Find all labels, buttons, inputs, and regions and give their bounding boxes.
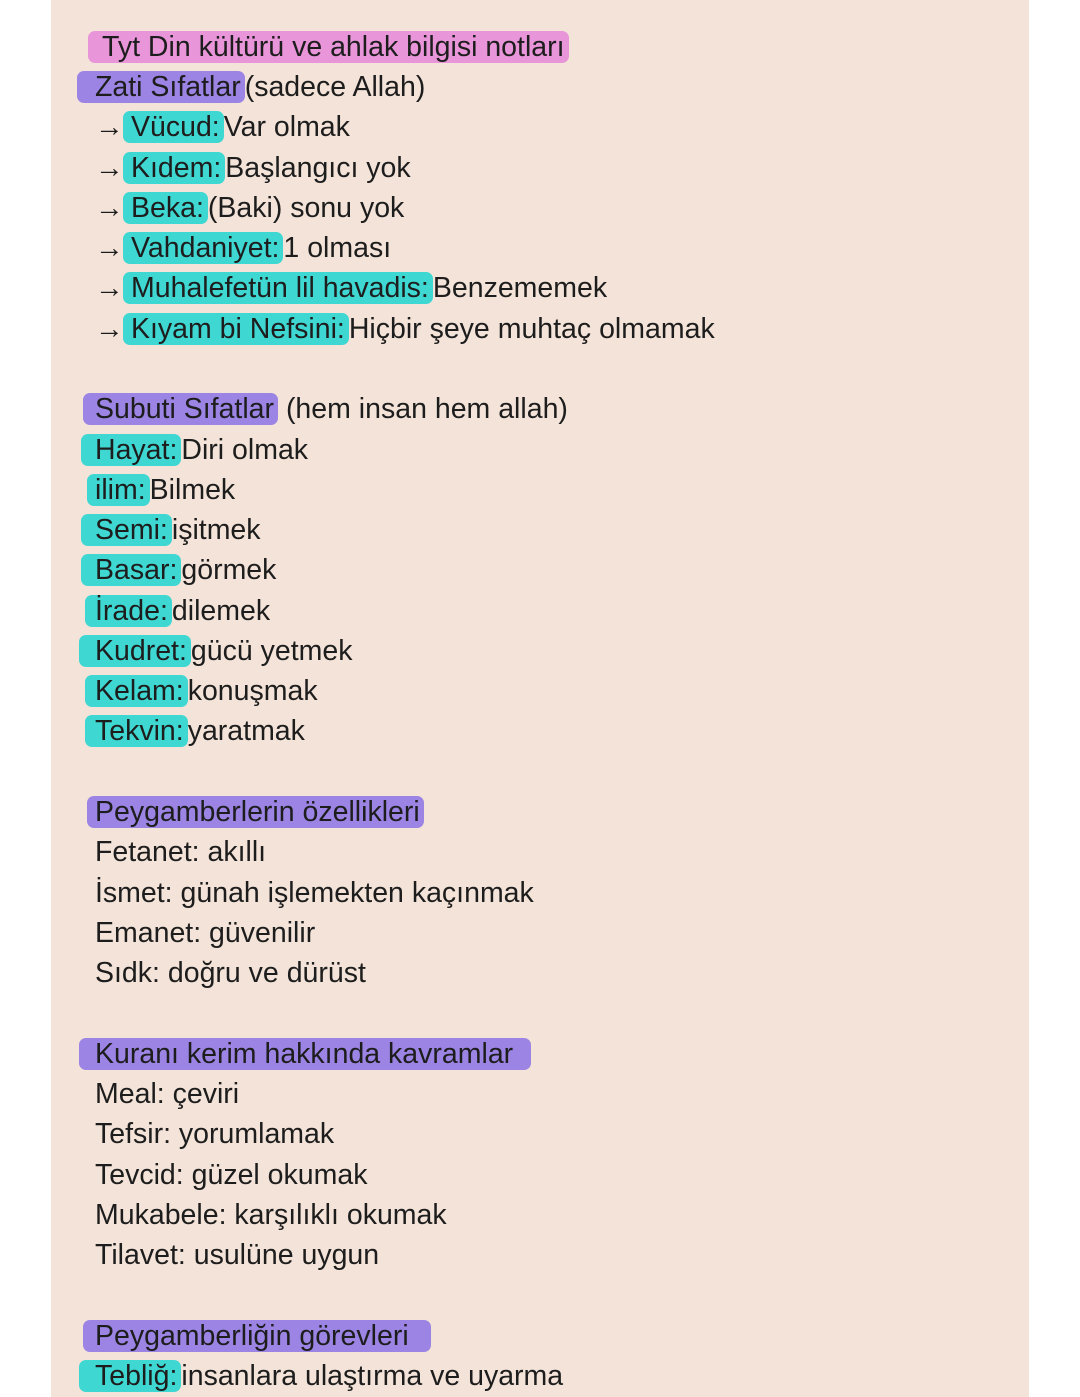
subuti-term: İrade: bbox=[85, 595, 172, 627]
zati-item bbox=[95, 107, 350, 147]
subuti-desc: yaratmak bbox=[187, 715, 305, 747]
title-highlight: Tyt Din kültürü ve ahlak bilgisi notları bbox=[88, 31, 569, 63]
arrow-icon: → bbox=[95, 192, 124, 224]
subuti-desc: gücü yetmek bbox=[190, 635, 353, 667]
zati-term: Kıdem: bbox=[123, 152, 225, 184]
peygamber-heading-line bbox=[95, 792, 424, 832]
gorev-term: Tebliğ: bbox=[79, 1360, 181, 1392]
gorev-desc: insanlara ulaştırma ve uyarma bbox=[181, 1360, 564, 1392]
peygamber-item: Emanet: güvenilir bbox=[95, 917, 316, 949]
zati-desc: 1 olması bbox=[283, 232, 392, 264]
subuti-term: Kelam: bbox=[85, 675, 188, 707]
subuti-desc: dilemek bbox=[171, 595, 271, 627]
peygamber-item: Sıdk: doğru ve dürüst bbox=[95, 957, 366, 989]
arrow-icon: → bbox=[95, 152, 124, 184]
zati-desc: (Baki) sonu yok bbox=[207, 192, 405, 224]
arrow-icon: → bbox=[95, 313, 124, 345]
zati-term: Vahdaniyet: bbox=[123, 232, 283, 264]
subuti-desc: görmek bbox=[181, 554, 277, 586]
kuran-heading-line bbox=[95, 1034, 531, 1074]
subuti-item bbox=[95, 591, 270, 631]
arrow-icon: → bbox=[95, 232, 124, 264]
kuran-item: Tilavet: usulüne uygun bbox=[95, 1239, 380, 1271]
zati-desc: Benzememek bbox=[432, 272, 608, 304]
zati-item bbox=[95, 309, 715, 349]
zati-desc: Hiçbir şeye muhtaç olmamak bbox=[348, 313, 715, 345]
zati-term: Kıyam bi Nefsini: bbox=[123, 313, 349, 345]
subuti-item bbox=[95, 671, 318, 711]
subuti-item bbox=[95, 550, 276, 590]
page-title bbox=[102, 27, 569, 67]
zati-item bbox=[95, 228, 391, 268]
subuti-item bbox=[95, 430, 308, 470]
arrow-icon: → bbox=[95, 272, 124, 304]
peygamber-item: Fetanet: akıllı bbox=[95, 836, 267, 868]
subuti-term: Semi: bbox=[81, 514, 172, 546]
subuti-desc: konuşmak bbox=[187, 675, 318, 707]
subuti-note: (hem insan hem allah) bbox=[285, 393, 568, 425]
zati-term: Vücud: bbox=[123, 111, 224, 143]
peygamber-heading: Peygamberlerin özellikleri bbox=[87, 796, 424, 828]
subuti-term: Basar: bbox=[81, 554, 181, 586]
gorev-item bbox=[95, 1356, 563, 1396]
kuran-item: Tevcid: güzel okumak bbox=[95, 1159, 368, 1191]
subuti-term: ilim: bbox=[87, 474, 150, 506]
subuti-heading-line bbox=[95, 389, 568, 429]
kuran-item: Tefsir: yorumlamak bbox=[95, 1118, 335, 1150]
gorev-heading-line bbox=[95, 1316, 431, 1356]
kuran-item: Mukabele: karşılıklı okumak bbox=[95, 1199, 447, 1231]
subuti-desc: Bilmek bbox=[149, 474, 236, 506]
subuti-term: Kudret: bbox=[79, 635, 191, 667]
zati-heading: Zati Sıfatlar bbox=[77, 71, 245, 103]
zati-desc: Başlangıcı yok bbox=[225, 152, 411, 184]
subuti-term: Tekvin: bbox=[85, 715, 188, 747]
gorev-heading: Peygamberliğin görevleri bbox=[83, 1320, 431, 1352]
zati-item bbox=[95, 188, 404, 228]
subuti-item bbox=[95, 631, 352, 671]
zati-item bbox=[95, 148, 411, 188]
subuti-desc: işitmek bbox=[171, 514, 261, 546]
subuti-heading: Subuti Sıfatlar bbox=[83, 393, 278, 425]
zati-desc: Var olmak bbox=[223, 111, 350, 143]
arrow-icon: → bbox=[95, 111, 124, 143]
subuti-term: Hayat: bbox=[81, 434, 181, 466]
zati-term: Muhalefetün lil havadis: bbox=[123, 272, 433, 304]
zati-term: Beka: bbox=[123, 192, 208, 224]
subuti-item bbox=[95, 510, 261, 550]
zati-heading-line bbox=[95, 67, 425, 107]
subuti-item bbox=[95, 470, 235, 510]
subuti-item bbox=[95, 711, 305, 751]
zati-item bbox=[95, 268, 607, 308]
kuran-item: Meal: çeviri bbox=[95, 1078, 240, 1110]
subuti-desc: Diri olmak bbox=[181, 434, 309, 466]
kuran-heading: Kuranı kerim hakkında kavramlar bbox=[79, 1038, 531, 1070]
zati-note: (sadece Allah) bbox=[244, 71, 426, 103]
peygamber-item: İsmet: günah işlemekten kaçınmak bbox=[95, 877, 534, 909]
